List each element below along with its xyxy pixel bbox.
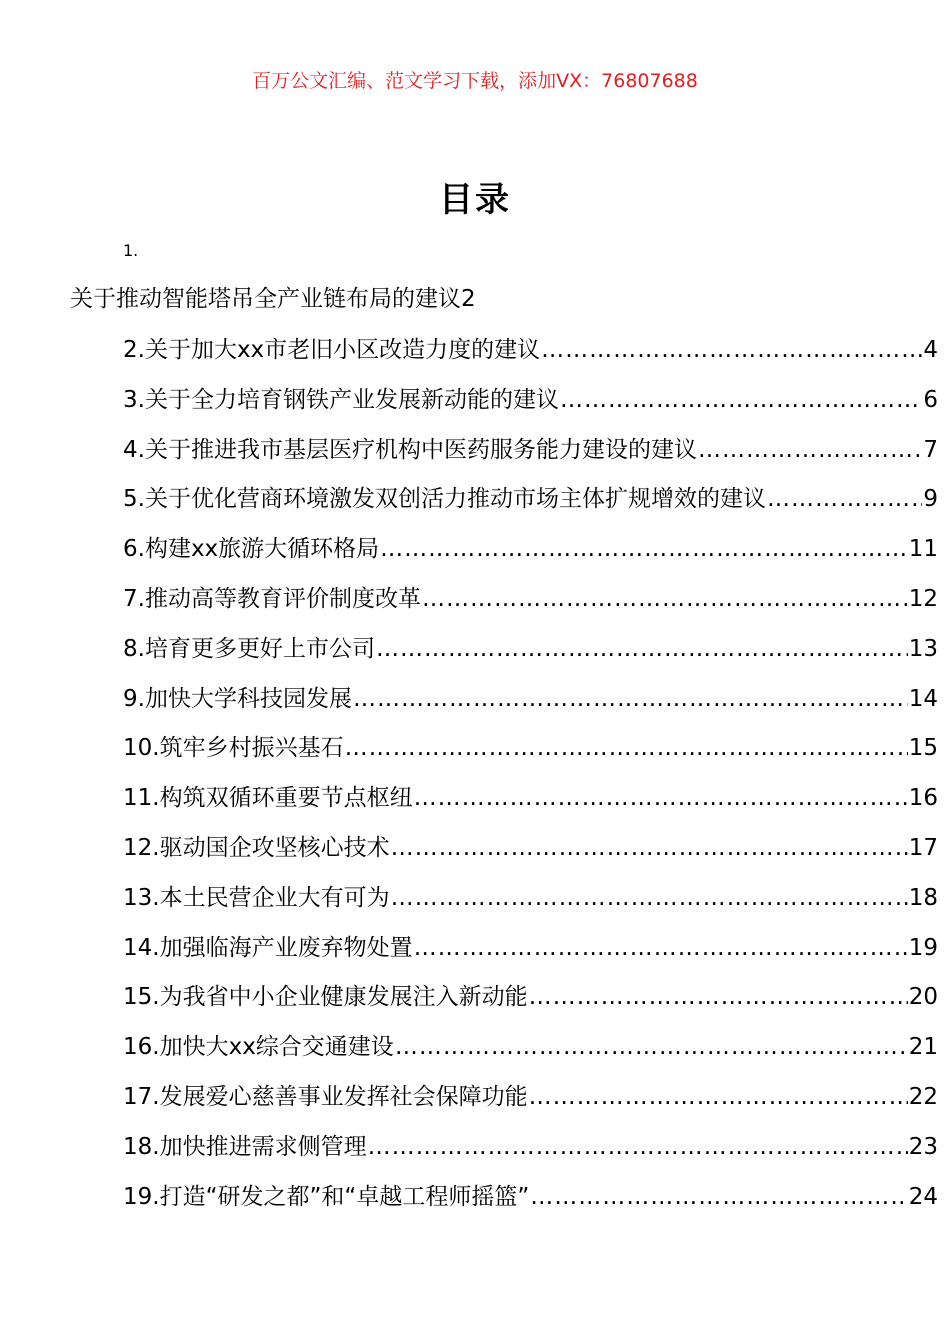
toc-entry[interactable] (123, 333, 938, 383)
toc-entry[interactable] (123, 731, 938, 781)
page-title: 目录 (439, 180, 511, 220)
toc-page-number: 16 (908, 785, 938, 812)
toc-entry[interactable] (123, 682, 938, 732)
toc-entry[interactable] (123, 781, 938, 831)
toc-page-number: 20 (908, 984, 938, 1011)
toc-leader-dots (414, 931, 908, 965)
toc-first-number: 1. (123, 241, 139, 260)
toc-page-number: 11 (908, 536, 938, 563)
toc-entry[interactable] (123, 383, 938, 433)
toc-page-number: 23 (908, 1133, 938, 1160)
header-banner: 百万公文汇编、范文学习下载，添加VX：76807688 (252, 70, 698, 92)
toc-entry[interactable] (123, 1080, 938, 1130)
toc-leader-dots (376, 632, 908, 666)
toc-entry-title: 14.加强临海产业废弃物处置 (123, 934, 413, 961)
toc-leader-dots (395, 1030, 908, 1064)
toc-page-number: 12 (908, 585, 938, 612)
toc-entry-title: 7.推动高等教育评价制度改革 (123, 585, 421, 612)
toc-leader-dots (353, 682, 908, 716)
toc-entry-title: 13.本土民营企业大有可为 (123, 884, 390, 911)
toc-page-number: 17 (908, 834, 938, 861)
toc-leader-dots (767, 482, 922, 516)
toc-leader-dots (422, 582, 908, 616)
toc-entry[interactable] (123, 980, 938, 1030)
toc-entry-title: 3.关于全力培育钢铁产业发展新动能的建议 (123, 386, 559, 413)
toc-entry-title: 17.发展爱心慈善事业发挥社会保障功能 (123, 1083, 528, 1110)
toc-entry[interactable] (123, 881, 938, 931)
toc-entry-title: 12.驱动国企攻坚核心技术 (123, 834, 390, 861)
toc-page-number: 4 (923, 337, 938, 363)
toc-entry-title: 10.筑牢乡村振兴基石 (123, 735, 344, 762)
toc-entry-title: 2.关于加大xx市老旧小区改造力度的建议 (123, 337, 541, 363)
toc-entry[interactable] (123, 632, 938, 682)
toc-page-number: 19 (908, 934, 938, 961)
toc-leader-dots (414, 781, 908, 815)
toc-page-number: 6 (923, 386, 938, 413)
toc-entry[interactable] (123, 482, 938, 532)
toc-entry[interactable] (123, 1130, 938, 1180)
toc-entry[interactable] (123, 1180, 938, 1230)
toc-leader-dots (560, 383, 922, 417)
toc-entry[interactable] (123, 1030, 938, 1080)
toc-leader-dots (380, 532, 908, 566)
toc-entry-title: 16.加快大xx综合交通建设 (123, 1034, 394, 1061)
toc-entry-title: 11.构筑双循环重要节点枢纽 (123, 785, 413, 812)
toc-page-number: 15 (908, 735, 938, 762)
toc-page-number: 9 (923, 486, 938, 513)
toc-page-number: 7 (923, 436, 938, 463)
toc-first-entry[interactable]: 关于推动智能塔吊全产业链布局的建议2 (70, 286, 476, 312)
toc-entry-title: 19.打造“研发之都”和“卓越工程师摇篮” (123, 1183, 530, 1210)
toc-entry[interactable] (123, 831, 938, 881)
toc-leader-dots (530, 1180, 907, 1214)
table-of-contents (123, 333, 938, 1229)
toc-page-number: 14 (908, 685, 938, 712)
toc-leader-dots (698, 433, 922, 467)
toc-page-number: 22 (908, 1083, 938, 1110)
toc-entry-title: 15.为我省中小企业健康发展注入新动能 (123, 984, 528, 1011)
toc-entry[interactable] (123, 433, 938, 483)
toc-leader-dots (529, 1080, 908, 1114)
toc-entry[interactable] (123, 582, 938, 632)
toc-entry-title: 18.加快推进需求侧管理 (123, 1133, 367, 1160)
toc-entry-title: 8.培育更多更好上市公司 (123, 635, 375, 662)
toc-entry-title: 6.构建xx旅游大循环格局 (123, 536, 380, 563)
toc-page-number: 24 (908, 1183, 938, 1210)
toc-leader-dots (529, 980, 908, 1014)
toc-entry[interactable] (123, 931, 938, 981)
toc-entry-title: 4.关于推进我市基层医疗机构中医药服务能力建设的建议 (123, 436, 697, 463)
toc-leader-dots (368, 1130, 908, 1164)
toc-leader-dots (391, 831, 908, 865)
toc-page-number: 13 (908, 635, 938, 662)
toc-entry-title: 5.关于优化营商环境激发双创活力推动市场主体扩规增效的建议 (123, 486, 766, 513)
toc-page-number: 18 (908, 884, 938, 911)
toc-entry[interactable] (123, 532, 938, 582)
toc-entry-title: 9.加快大学科技园发展 (123, 685, 352, 712)
toc-leader-dots (345, 731, 908, 765)
toc-leader-dots (541, 333, 922, 367)
toc-page-number: 21 (908, 1034, 938, 1061)
toc-leader-dots (391, 881, 908, 915)
